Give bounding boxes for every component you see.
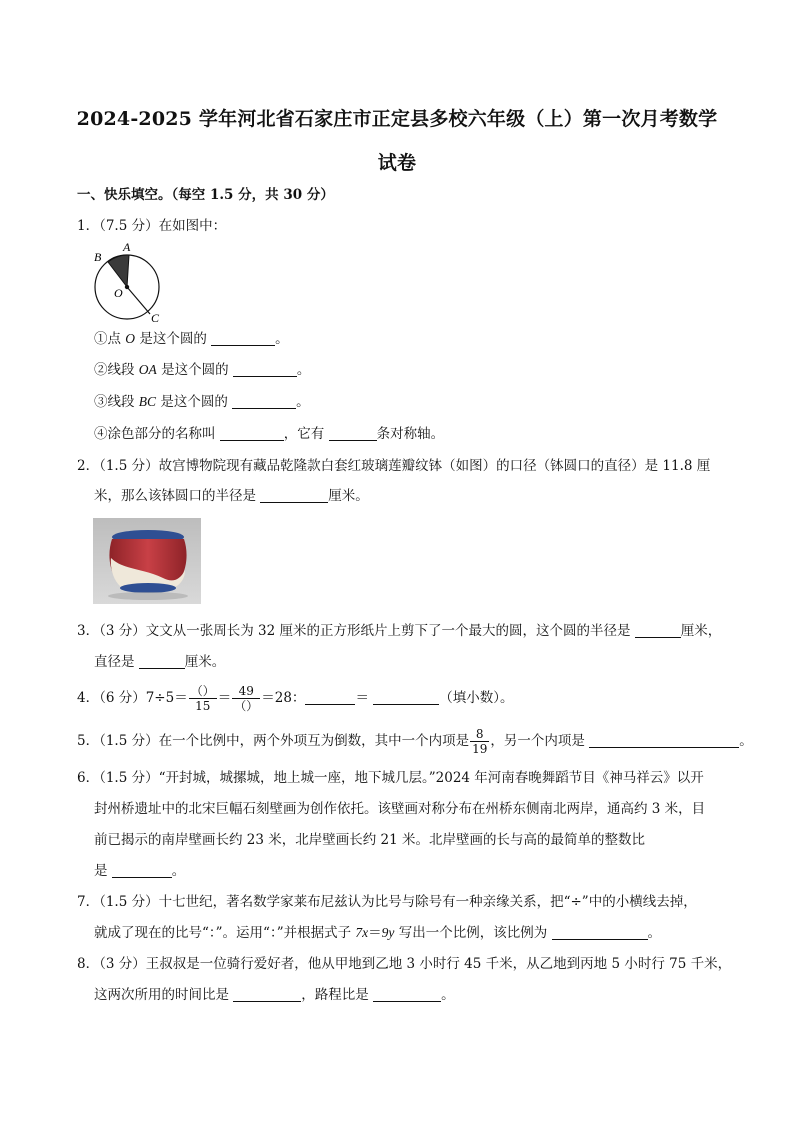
text: ③线段 [94,394,139,410]
answer-blank[interactable] [373,987,441,1002]
question-1-stem: 1．（7.5 分）在如图中： [77,218,227,234]
question-3-line-2 [94,653,225,671]
question-2-line-1: 2．（1.5 分）故宫博物院现有藏品乾隆款白套红玻璃莲瓣纹钵（如图）的口径（钵圆口的直径）是 11.8 厘 [77,458,711,474]
text: 是 [94,863,112,879]
text: 是这个圆的 [135,331,212,347]
section-heading: 一、快乐填空。（每空 1.5 分，共 30 分） [77,187,334,203]
text: 写出一个比例，该比例为 [394,925,552,941]
text: ＝ [217,690,232,706]
question-1-part-1 [94,330,289,348]
label-b: B [94,250,102,264]
question-3-line-1 [77,622,721,640]
fraction-numerator: 49 [232,684,260,699]
text: 直径是 [94,654,139,670]
text: ，路程比是 [301,987,374,1003]
bowl-foot [120,583,176,593]
bowl-photo [93,518,201,604]
fraction-2 [232,684,260,713]
answer-blank[interactable] [233,362,297,377]
answer-blank[interactable] [635,623,681,638]
variable: 9y [381,925,395,940]
variable: BC [138,394,157,409]
variable: 7x [355,925,369,940]
text: 厘米， [680,623,722,639]
question-2-line-2 [94,487,369,505]
circle-diagram [88,240,168,324]
text: 厘米。 [328,488,369,504]
question-8-line-2 [94,986,455,1004]
text: 。 [739,733,753,749]
answer-blank[interactable] [589,733,739,748]
text: 。 [296,394,310,410]
text: ②线段 [94,362,139,378]
text: ①点 [94,331,126,347]
page-title-continued: 试卷 [377,152,417,174]
text: 是这个圆的 [156,362,233,378]
question-6-line-1: 6．（1.5 分）“开封城，城摞城，地上城一座，地下城几层。”2024 年河南春晚舞蹈节目《神马祥云》以开 [77,770,704,786]
text: 4．（6 分）7÷5＝ [77,690,188,706]
text: 。 [441,987,455,1003]
center-point [125,285,129,289]
label-a: A [123,240,131,254]
variable: OA [138,362,157,377]
answer-blank[interactable] [233,987,301,1002]
bowl-shadow [108,592,188,600]
label-o: O [114,286,123,300]
text: 。 [171,863,186,879]
question-1-part-4 [94,425,444,443]
question-6-line-3: 前已揭示的南岸壁画长约 23 米，北岸壁画长约 21 米。北岸壁画的长与高的最简单的整数比 [94,832,646,848]
shaded-sector [108,255,129,287]
answer-blank[interactable] [260,488,328,503]
text: ，它有 [283,426,329,442]
text: 。 [647,925,661,941]
segment-oc [127,287,150,314]
text: ④涂色部分的名称叫 [94,426,220,442]
text: ＝ [355,690,374,706]
text: 米，那么该钵圆口的半径是 [94,488,261,504]
question-7-line-2 [94,924,661,942]
fraction-1 [189,684,217,713]
page-title: 2024-2025 学年河北省石家庄市正定县多校六年级（上）第一次月考数学 [76,108,718,130]
text: 就成了现在的比号“：”。运用“：”并根据式子 [94,925,356,941]
text: 厘米。 [184,654,226,670]
variable: O [125,331,136,346]
question-4 [77,684,513,713]
fraction-denominator: （） [234,699,259,713]
answer-blank[interactable] [232,394,296,409]
text: ，另一个内项是 [490,733,590,749]
fraction-denominator: 15 [195,699,211,713]
text: ＝ [368,925,382,941]
question-1-part-3 [94,393,310,411]
fraction-numerator: 8 [470,727,489,742]
fraction-numerator: （） [190,684,215,698]
answer-blank[interactable] [139,654,185,669]
label-c: C [151,311,160,324]
text: 条对称轴。 [376,426,445,442]
answer-blank[interactable] [112,863,172,878]
question-5 [77,727,753,756]
fraction [470,727,489,756]
answer-blank[interactable] [552,925,648,940]
answer-blank[interactable] [305,690,355,705]
text: 。 [296,362,311,378]
text: （填小数）。 [439,690,514,706]
fraction-denominator: 19 [472,742,488,756]
question-7-line-1: 7．（1.5 分）十七世纪，著名数学家莱布尼兹认为比号与除号有一种亲缘关系，把“÷”中的小横线去掉， [77,894,697,910]
text: 这两次所用的时间比是 [94,987,234,1003]
text: 是这个圆的 [156,394,233,410]
question-8-line-1: 8．（3 分）王叔叔是一位骑行爱好者，他从甲地到乙地 3 小时行 45 千米，从乙地到丙地 5 小时行 75 千米， [77,956,732,972]
question-6-line-4 [94,862,185,880]
text: 。 [275,331,289,347]
answer-blank[interactable] [329,426,377,441]
question-6-line-2: 封州桥遗址中的北宋巨幅石刻壁画为创作依托。该壁画对称分布在州桥东侧南北两岸，通高约 3 米，目 [94,801,706,817]
answer-blank[interactable] [211,331,275,346]
text: ＝28： [261,690,306,706]
answer-blank[interactable] [220,426,284,441]
answer-blank[interactable] [373,690,439,705]
text: 3．（3 分）文文从一张周长为 32 厘米的正方形纸片上剪下了一个最大的圆，这个圆的半径是 [77,623,635,639]
text: 5．（1.5 分）在一个比例中，两个外项互为倒数，其中一个内项是 [77,733,470,749]
question-1-part-2 [94,361,310,379]
